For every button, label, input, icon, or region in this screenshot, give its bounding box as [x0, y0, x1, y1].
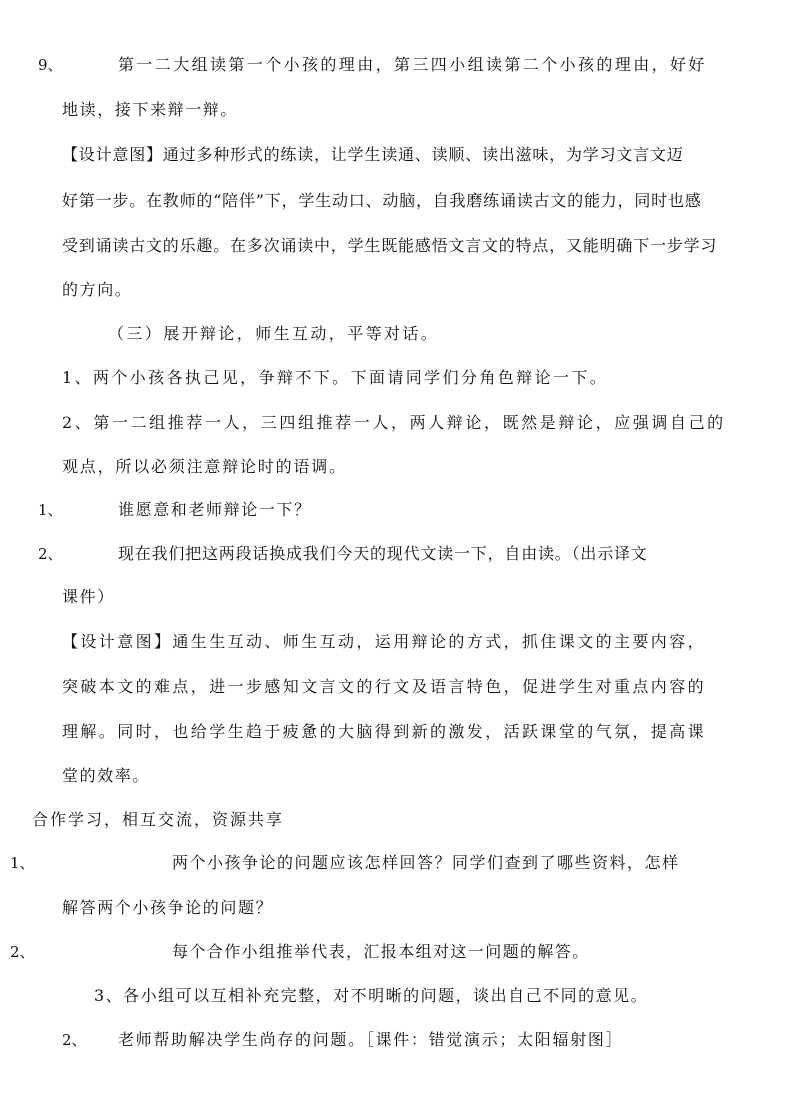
step-line: 现在我们把这两段话换成我们今天的现代文读一下，自由读。（出示译文: [118, 544, 648, 563]
design-intent-line: 突破本文的难点，进一步感知文言文的行文及语言特色，促进学生对重点内容的: [62, 677, 707, 696]
item-number: 1、: [10, 854, 35, 872]
step-line: 每个合作小组推举代表，汇报本组对这一问题的解答。: [172, 942, 590, 961]
step-line: 解答两个小孩争论的问题？: [62, 898, 274, 917]
design-intent-line: 【设计意图】通生生互动、师生互动，运用辩论的方式，抓住课文的主要内容，: [62, 632, 707, 651]
item-number: 9、: [38, 56, 63, 74]
step-line: 课件）: [62, 587, 115, 606]
design-intent-line: 理解。同时，也给学生趋于疲惫的大脑得到新的激发，活跃课堂的气氛，提高课: [62, 722, 707, 741]
section-heading: （三）展开辩论，师生互动，平等对话。: [108, 324, 440, 343]
item-number: 1、: [38, 501, 63, 519]
step-line: 两个小孩争论的问题应该怎样回答？同学们查到了哪些资料，怎样: [172, 853, 680, 872]
design-intent-line: 好第一步。在教师的“陪伴”下，学生动口、动脑，自我磨练诵读古文的能力，同时也感: [62, 191, 702, 210]
step-line: 3、各小组可以互相补充完整，对不明晰的问题，谈出自己不同的意见。: [94, 986, 649, 1005]
design-intent-line: 堂的效率。: [62, 766, 151, 785]
step-line: 1、两个小孩各执己见，争辩不下。下面请同学们分角色辩论一下。: [62, 368, 609, 387]
step-line: 观点，所以必须注意辩论时的语调。: [62, 457, 347, 476]
item-number: 2、: [38, 545, 63, 563]
step-line: 谁愿意和老师辩论一下？: [118, 500, 312, 519]
design-intent-line: 【设计意图】通过多种形式的练读，让学生读通、读顺、读出滋味，为学习文言文迈: [62, 145, 684, 164]
item-number: 2、: [10, 943, 35, 961]
step-line: 老师帮助解决学生尚存的问题。［课件：错觉演示；太阳辐射图］: [118, 1030, 624, 1049]
paragraph-line: 地读，接下来辩一辩。: [62, 100, 239, 119]
design-intent-line: 的方向。: [62, 280, 133, 299]
step-line: 2、第一二组推荐一人，三四组推荐一人，两人辩论，既然是辩论，应强调自己的: [62, 413, 726, 432]
item-number: 2、: [62, 1031, 87, 1049]
design-intent-line: 受到诵读古文的乐趣。在多次诵读中，学生既能感悟文言文的特点，又能明确下一步学习: [62, 236, 718, 255]
paragraph-line: 第一二大组读第一个小孩的理由，第三四小组读第二个小孩的理由，好好: [118, 55, 707, 74]
section-heading: 合作学习，相互交流，资源共享: [32, 810, 285, 829]
